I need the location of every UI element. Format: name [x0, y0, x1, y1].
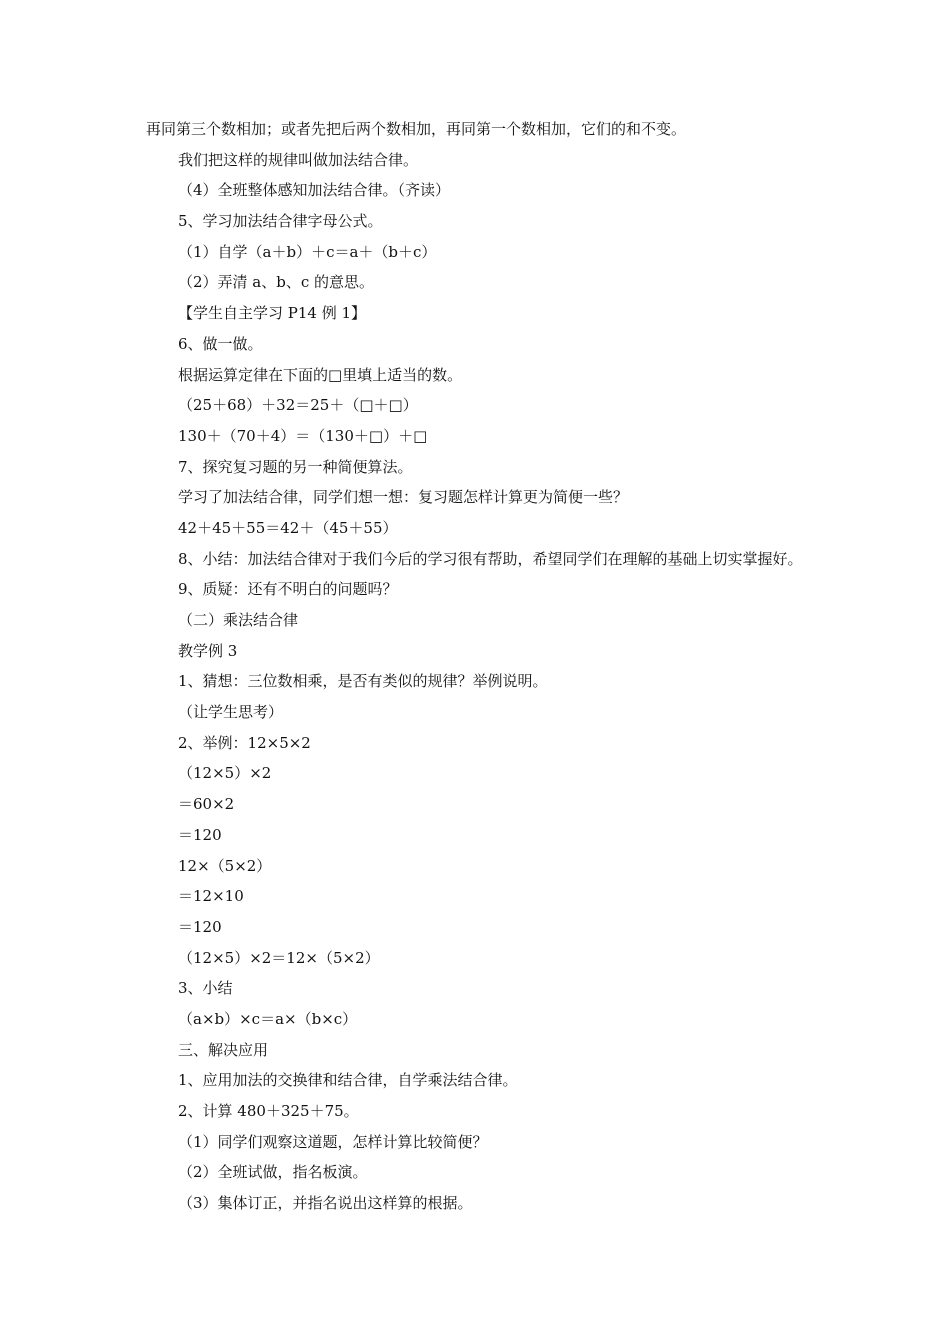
document-body	[146, 114, 816, 1219]
paragraph-line: 8、小结：加法结合律对于我们今后的学习很有帮助，希望同学们在理解的基础上切实掌握好。	[178, 549, 803, 568]
paragraph-line: 12×（5×2）	[178, 856, 272, 875]
paragraph-line: 再同第三个数相加；或者先把后两个数相加，再同第一个数相加，它们的和不变。	[146, 120, 687, 138]
paragraph-line: 根据运算定律在下面的□里填上适当的数。	[178, 365, 463, 384]
paragraph-line: 42＋45＋55＝42＋（45＋55）	[178, 518, 398, 537]
paragraph-line: （1）同学们观察这道题，怎样计算比较简便？	[178, 1132, 488, 1151]
paragraph-line: （让学生思考）	[178, 703, 284, 722]
paragraph-line: 130＋（70＋4）＝（130＋□）＋□	[178, 426, 428, 445]
paragraph-line: （4）全班整体感知加法结合律。（齐读）	[178, 181, 451, 200]
paragraph-line: ＝60×2	[178, 795, 235, 814]
paragraph-line: 6、做一做。	[178, 334, 263, 353]
paragraph-line: （3）集体订正，并指名说出这样算的根据。	[178, 1194, 473, 1213]
paragraph-line: （25＋68）＋32＝25＋（□＋□）	[178, 396, 418, 415]
paragraph-line: 2、计算 480＋325＋75。	[178, 1102, 359, 1121]
paragraph-line: 7、探究复习题的另一种简便算法。	[178, 457, 413, 476]
paragraph-line: 学习了加法结合律，同学们想一想：复习题怎样计算更为简便一些？	[178, 488, 629, 507]
paragraph-line: ＝120	[178, 917, 222, 936]
paragraph-line: 教学例 3	[178, 641, 238, 660]
paragraph-line: ＝120	[178, 825, 222, 844]
paragraph-line: 三、解决应用	[178, 1040, 269, 1059]
paragraph-line: （a×b）×c＝a×（b×c）	[178, 1009, 358, 1028]
paragraph-line: 2、举例：12×5×2	[178, 733, 311, 752]
paragraph-line: 【学生自主学习 P14 例 1】	[178, 304, 367, 323]
paragraph-line: （1）自学（a＋b）＋c＝a＋（b＋c）	[178, 242, 437, 261]
paragraph-line: 我们把这样的规律叫做加法结合律。	[178, 150, 419, 169]
paragraph-line: （二）乘法结合律	[178, 611, 299, 630]
paragraph-line: （12×5）×2	[178, 764, 272, 783]
paragraph-line: 1、应用加法的交换律和结合律，自学乘法结合律。	[178, 1071, 518, 1090]
paragraph-line: 3、小结	[178, 979, 233, 998]
paragraph-line: （2）全班试做，指名板演。	[178, 1163, 368, 1182]
paragraph-line: ＝12×10	[178, 887, 244, 906]
paragraph-line: （12×5）×2＝12×（5×2）	[178, 948, 380, 967]
paragraph-line: 1、猜想：三位数相乘，是否有类似的规律？举例说明。	[178, 672, 548, 691]
paragraph-line: 9、质疑：还有不明白的问题吗？	[178, 580, 398, 599]
paragraph-line: （2）弄清 a、b、c 的意思。	[178, 273, 375, 292]
paragraph-line: 5、学习加法结合律字母公式。	[178, 212, 383, 231]
